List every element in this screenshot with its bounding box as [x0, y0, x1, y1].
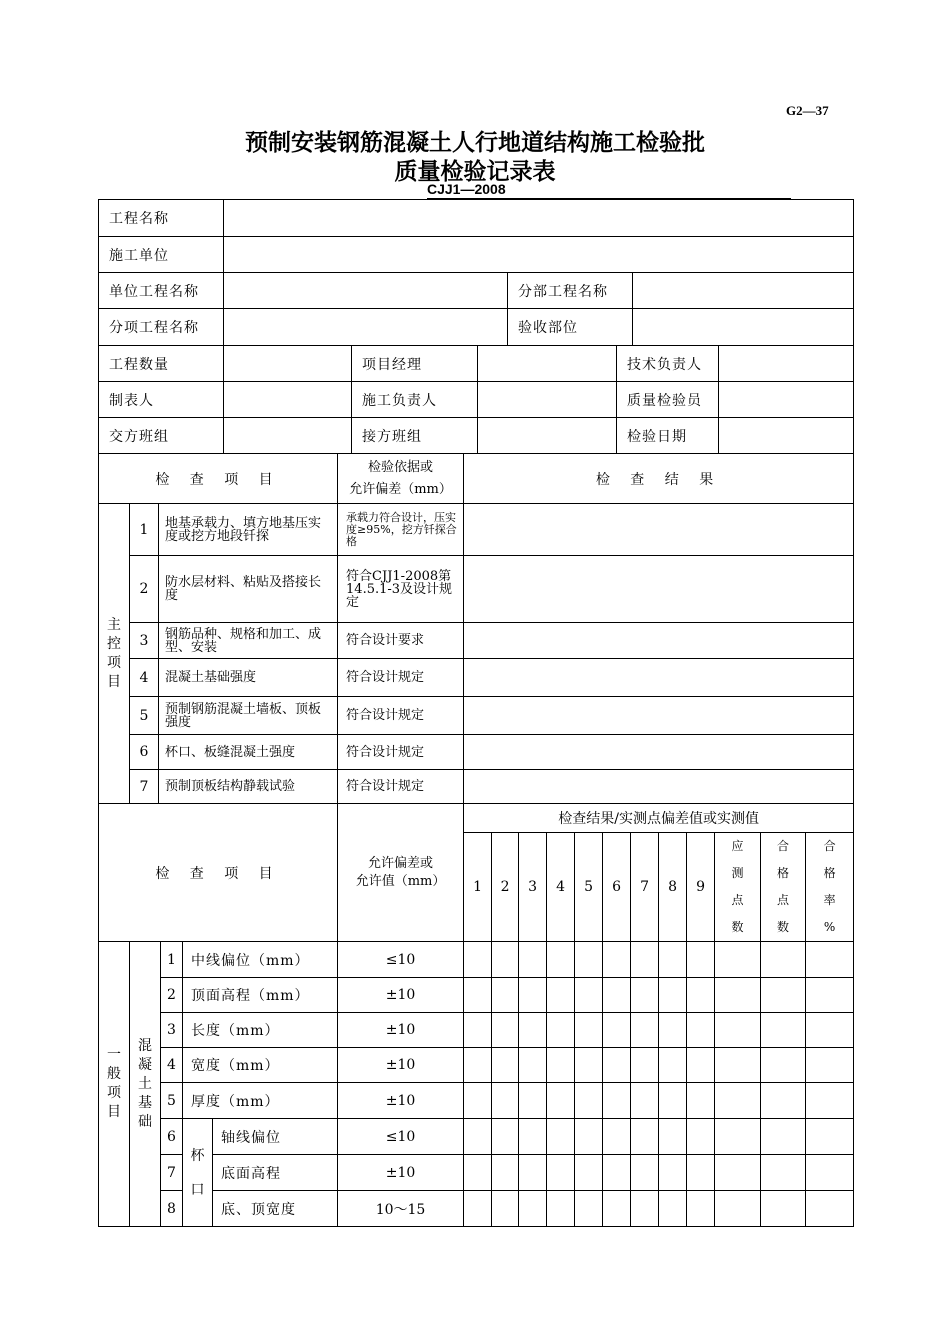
- main-row-basis: 符合设计要求: [338, 623, 464, 659]
- main-row-no: 4: [130, 659, 159, 697]
- pass-count-cell[interactable]: [761, 1119, 806, 1155]
- general-group-char: 项: [107, 1085, 121, 1101]
- general-row-item: 底面高程: [213, 1155, 338, 1191]
- measure-cell[interactable]: [603, 1155, 631, 1191]
- general-header-result: 检查结果/实测点偏差值或实测值: [464, 804, 854, 833]
- general-header-allow-2: 允许值（mm）: [355, 873, 446, 889]
- general-header-allow: [338, 804, 464, 942]
- measure-cell[interactable]: [603, 1083, 631, 1119]
- measure-cell[interactable]: [464, 1013, 492, 1048]
- main-row-result[interactable]: [464, 697, 854, 735]
- measure-cell[interactable]: [464, 1191, 492, 1227]
- measure-cell[interactable]: [492, 1013, 519, 1048]
- general-row-item: 底、顶宽度: [213, 1191, 338, 1227]
- measure-cell[interactable]: [464, 1048, 492, 1083]
- main-header-basis-2: 允许偏差（mm）: [349, 481, 452, 497]
- info-table: [98, 199, 854, 454]
- main-row-no: 3: [130, 623, 159, 659]
- stack-char: 格: [777, 866, 790, 880]
- measure-cell[interactable]: [631, 978, 659, 1013]
- measure-cell[interactable]: [603, 1119, 631, 1155]
- main-header-result: 检 查 结 果: [464, 454, 854, 504]
- cup-group-char: 口: [190, 1181, 205, 1198]
- measure-cell[interactable]: [603, 978, 631, 1013]
- point-col-header: 7: [631, 833, 659, 942]
- general-row-allow: ±10: [338, 1155, 464, 1191]
- main-row-result[interactable]: [464, 659, 854, 697]
- measure-cell[interactable]: [492, 1048, 519, 1083]
- measure-cell[interactable]: [631, 1013, 659, 1048]
- pass-rate-cell[interactable]: [806, 1013, 854, 1048]
- main-row-item: 地基承载力、填方地基压实度或挖方地段钎探: [159, 504, 338, 556]
- main-row-basis: 符合CJJ1-2008第14.5.1-3及设计规定: [338, 556, 464, 623]
- measure-cell[interactable]: [687, 1119, 715, 1155]
- measure-cell[interactable]: [519, 1119, 547, 1155]
- point-col-header: 4: [547, 833, 575, 942]
- measure-cell[interactable]: [659, 942, 687, 978]
- division-project-value[interactable]: [633, 273, 854, 309]
- measure-cell[interactable]: [464, 942, 492, 978]
- measure-cell[interactable]: [492, 978, 519, 1013]
- general-row-no: 6: [161, 1119, 183, 1155]
- point-col-header: 5: [575, 833, 603, 942]
- measure-cell[interactable]: [631, 942, 659, 978]
- sub-group-char: 凝: [138, 1056, 152, 1073]
- general-group: [99, 942, 130, 1227]
- measure-cell[interactable]: [575, 1191, 603, 1227]
- measure-cell[interactable]: [631, 1155, 659, 1191]
- measure-cell[interactable]: [603, 1191, 631, 1227]
- stack-char: 数: [777, 920, 790, 934]
- main-header-item: 检 查 项 目: [99, 454, 338, 504]
- pass-rate-cell[interactable]: [806, 1048, 854, 1083]
- measure-cell[interactable]: [547, 942, 575, 978]
- general-row-no: 7: [161, 1155, 183, 1191]
- pass-count-header: [761, 833, 806, 942]
- measure-cell[interactable]: [492, 1155, 519, 1191]
- main-row-no: 6: [130, 735, 159, 770]
- general-table: [98, 803, 854, 1227]
- main-control-table: [98, 453, 854, 804]
- sub-group-char: 基: [138, 1094, 152, 1111]
- pass-count-cell[interactable]: [761, 1155, 806, 1191]
- measure-cell[interactable]: [492, 1083, 519, 1119]
- measure-cell[interactable]: [547, 1048, 575, 1083]
- measure-cell[interactable]: [575, 1119, 603, 1155]
- measure-cell[interactable]: [519, 978, 547, 1013]
- measure-cell[interactable]: [575, 978, 603, 1013]
- measure-cell[interactable]: [547, 1013, 575, 1048]
- should-measure-header: [715, 833, 761, 942]
- general-row-item: 中线偏位（mm）: [183, 942, 338, 978]
- technical-lead-value[interactable]: [719, 346, 854, 382]
- measure-cell[interactable]: [687, 1048, 715, 1083]
- quantity-value[interactable]: [224, 346, 352, 382]
- stack-char: %: [823, 920, 836, 934]
- measure-cell[interactable]: [575, 1155, 603, 1191]
- general-row-no: 3: [161, 1013, 183, 1048]
- main-row-basis: 符合设计规定: [338, 659, 464, 697]
- should-measure-cell[interactable]: [715, 1155, 761, 1191]
- measure-cell[interactable]: [631, 1048, 659, 1083]
- measure-cell[interactable]: [631, 1119, 659, 1155]
- general-row-item: 顶面高程（mm）: [183, 978, 338, 1013]
- sub-group-char: 混: [138, 1037, 152, 1054]
- main-row-basis: 符合设计规定: [338, 770, 464, 804]
- general-row-item: 厚度（mm）: [183, 1083, 338, 1119]
- cup-group: [183, 1119, 213, 1227]
- main-row-basis: 符合设计规定: [338, 697, 464, 735]
- point-col-header: 9: [687, 833, 715, 942]
- quality-inspector-value[interactable]: [719, 382, 854, 418]
- measure-cell[interactable]: [519, 1048, 547, 1083]
- technical-lead-label: 技术负责人: [617, 346, 719, 382]
- measure-cell[interactable]: [519, 942, 547, 978]
- main-row-no: 5: [130, 697, 159, 735]
- project-name-label: 工程名称: [99, 200, 224, 237]
- measure-cell[interactable]: [547, 1119, 575, 1155]
- general-group-char: 一: [107, 1047, 121, 1063]
- measure-cell[interactable]: [464, 1083, 492, 1119]
- main-group-char: 主: [107, 616, 121, 633]
- main-row-no: 2: [130, 556, 159, 623]
- measure-cell[interactable]: [659, 1083, 687, 1119]
- general-row-no: 4: [161, 1048, 183, 1083]
- measure-cell[interactable]: [575, 1013, 603, 1048]
- project-manager-value[interactable]: [478, 346, 617, 382]
- cup-group-char: 杯: [190, 1147, 205, 1164]
- measure-cell[interactable]: [519, 1155, 547, 1191]
- measure-cell[interactable]: [687, 1155, 715, 1191]
- measure-cell[interactable]: [575, 1083, 603, 1119]
- pass-count-cell[interactable]: [761, 1083, 806, 1119]
- main-row-result[interactable]: [464, 735, 854, 770]
- general-row-allow: 10～15: [338, 1191, 464, 1227]
- measure-cell[interactable]: [631, 1191, 659, 1227]
- acceptance-part-label: 验收部位: [508, 309, 633, 346]
- prepared-by-value[interactable]: [224, 382, 352, 418]
- main-row-basis: 符合设计规定: [338, 735, 464, 770]
- should-measure-cell[interactable]: [715, 1048, 761, 1083]
- stack-char: 格: [823, 866, 836, 880]
- measure-cell[interactable]: [687, 1191, 715, 1227]
- measure-cell[interactable]: [519, 1191, 547, 1227]
- measure-cell[interactable]: [687, 1083, 715, 1119]
- measure-cell[interactable]: [687, 978, 715, 1013]
- stack-char: 应: [731, 839, 744, 853]
- pass-rate-cell[interactable]: [806, 1191, 854, 1227]
- stack-char: 合: [823, 839, 836, 853]
- receiving-team-label: 接方班组: [352, 418, 478, 454]
- main-row-item: 预制钢筋混凝土墙板、顶板强度: [159, 697, 338, 735]
- division-project-label: 分部工程名称: [508, 273, 633, 309]
- point-col-header: 2: [492, 833, 519, 942]
- pass-rate-cell[interactable]: [806, 1119, 854, 1155]
- receiving-team-value[interactable]: [478, 418, 617, 454]
- measure-cell[interactable]: [464, 1119, 492, 1155]
- measure-cell[interactable]: [603, 1048, 631, 1083]
- should-measure-cell[interactable]: [715, 1119, 761, 1155]
- measure-cell[interactable]: [631, 1083, 659, 1119]
- point-col-header: 8: [659, 833, 687, 942]
- measure-cell[interactable]: [464, 978, 492, 1013]
- page-title: 预制安装钢筋混凝土人行地道结构施工检验批: [245, 130, 705, 156]
- main-row-result[interactable]: [464, 770, 854, 804]
- measure-cell[interactable]: [659, 1119, 687, 1155]
- handover-team-value[interactable]: [224, 418, 352, 454]
- point-col-header: 6: [603, 833, 631, 942]
- measure-cell[interactable]: [687, 942, 715, 978]
- measure-cell[interactable]: [659, 1048, 687, 1083]
- main-group-char: 目: [107, 673, 121, 690]
- general-row-item: 轴线偏位: [213, 1119, 338, 1155]
- main-row-item: 钢筋品种、规格和加工、成型、安装: [159, 623, 338, 659]
- measure-cell[interactable]: [492, 1119, 519, 1155]
- main-row-result[interactable]: [464, 623, 854, 659]
- pass-rate-cell[interactable]: [806, 1155, 854, 1191]
- measure-cell[interactable]: [659, 1013, 687, 1048]
- inspection-date-label: 检验日期: [617, 418, 719, 454]
- main-row-item: 混凝土基础强度: [159, 659, 338, 697]
- pass-rate-header: [806, 833, 854, 942]
- inspection-date-value[interactable]: [719, 418, 854, 454]
- general-row-no: 5: [161, 1083, 183, 1119]
- general-row-no: 1: [161, 942, 183, 978]
- measure-cell[interactable]: [659, 978, 687, 1013]
- measure-cell[interactable]: [492, 1191, 519, 1227]
- main-row-item: 杯口、板缝混凝土强度: [159, 735, 338, 770]
- measure-cell[interactable]: [547, 1155, 575, 1191]
- general-row-allow: ±10: [338, 1083, 464, 1119]
- general-header-item: 检 查 项 目: [99, 804, 338, 942]
- point-col-header: 1: [464, 833, 492, 942]
- measure-cell[interactable]: [519, 1083, 547, 1119]
- quantity-label: 工程数量: [99, 346, 224, 382]
- sub-group-char: 础: [138, 1113, 152, 1130]
- main-row-result[interactable]: [464, 504, 854, 556]
- pass-rate-cell[interactable]: [806, 942, 854, 978]
- subitem-project-value[interactable]: [224, 309, 508, 346]
- pass-count-cell[interactable]: [761, 1013, 806, 1048]
- handover-team-label: 交方班组: [99, 418, 224, 454]
- pass-rate-cell[interactable]: [806, 978, 854, 1013]
- main-header-basis-1: 检验依据或: [368, 459, 434, 475]
- main-row-item: 防水层材料、粘贴及搭接长度: [159, 556, 338, 623]
- main-control-group: [99, 504, 130, 804]
- general-row-item: 宽度（mm）: [183, 1048, 338, 1083]
- general-group-char: 目: [107, 1104, 121, 1120]
- measure-cell[interactable]: [659, 1155, 687, 1191]
- standard-code: CJJ1—2008: [427, 181, 506, 197]
- construction-lead-label: 施工负责人: [352, 382, 478, 418]
- stack-char: 测: [731, 866, 744, 880]
- measure-cell[interactable]: [603, 1013, 631, 1048]
- unit-project-value[interactable]: [224, 273, 508, 309]
- general-group-char: 般: [107, 1066, 121, 1082]
- measure-cell[interactable]: [659, 1191, 687, 1227]
- general-row-no: 2: [161, 978, 183, 1013]
- main-row-item: 预制顶板结构静载试验: [159, 770, 338, 804]
- should-measure-cell[interactable]: [715, 942, 761, 978]
- form-code: G2—37: [786, 103, 829, 118]
- measure-cell[interactable]: [547, 1083, 575, 1119]
- stack-char: 数: [731, 920, 744, 934]
- sub-group-char: 土: [138, 1075, 152, 1092]
- measure-cell[interactable]: [547, 1191, 575, 1227]
- construction-unit-value[interactable]: [224, 237, 854, 273]
- measure-cell[interactable]: [492, 942, 519, 978]
- subitem-project-label: 分项工程名称: [99, 309, 224, 346]
- should-measure-cell[interactable]: [715, 1191, 761, 1227]
- general-row-allow: ≤10: [338, 942, 464, 978]
- general-row-no: 8: [161, 1191, 183, 1227]
- stack-char: 点: [731, 893, 744, 907]
- point-col-header: 3: [519, 833, 547, 942]
- main-row-basis: 承载力符合设计，压实度≥95%，挖方钎探合格: [338, 504, 464, 556]
- pass-count-cell[interactable]: [761, 942, 806, 978]
- stack-char: 点: [777, 893, 790, 907]
- main-row-no: 1: [130, 504, 159, 556]
- measure-cell[interactable]: [575, 942, 603, 978]
- main-row-result[interactable]: [464, 556, 854, 623]
- general-row-allow: ±10: [338, 1013, 464, 1048]
- general-row-allow: ≤10: [338, 1119, 464, 1155]
- measure-cell[interactable]: [464, 1155, 492, 1191]
- quality-inspector-label: 质量检验员: [617, 382, 719, 418]
- pass-count-cell[interactable]: [761, 978, 806, 1013]
- measure-cell[interactable]: [575, 1048, 603, 1083]
- measure-cell[interactable]: [547, 978, 575, 1013]
- measure-cell[interactable]: [603, 942, 631, 978]
- acceptance-part-value[interactable]: [633, 309, 854, 346]
- project-name-value[interactable]: [224, 200, 854, 237]
- construction-unit-label: 施工单位: [99, 237, 224, 273]
- stack-char: 合: [777, 839, 790, 853]
- measure-cell[interactable]: [687, 1013, 715, 1048]
- prepared-by-label: 制表人: [99, 382, 224, 418]
- pass-count-cell[interactable]: [761, 1048, 806, 1083]
- should-measure-cell[interactable]: [715, 978, 761, 1013]
- measure-cell[interactable]: [519, 1013, 547, 1048]
- pass-count-cell[interactable]: [761, 1191, 806, 1227]
- construction-lead-value[interactable]: [478, 382, 617, 418]
- should-measure-cell[interactable]: [715, 1013, 761, 1048]
- page-subtitle: 质量检验记录表: [394, 159, 556, 185]
- general-row-allow: ±10: [338, 1048, 464, 1083]
- main-group-char: 控: [107, 635, 121, 652]
- main-header-basis: [338, 454, 464, 504]
- main-group-char: 项: [107, 654, 121, 671]
- stack-char: 率: [823, 893, 836, 907]
- pass-rate-cell[interactable]: [806, 1083, 854, 1119]
- general-row-item: 长度（mm）: [183, 1013, 338, 1048]
- should-measure-cell[interactable]: [715, 1083, 761, 1119]
- main-row-no: 7: [130, 770, 159, 804]
- concrete-foundation-group: [130, 942, 161, 1227]
- general-header-allow-1: 允许偏差或: [368, 855, 434, 871]
- general-row-allow: ±10: [338, 978, 464, 1013]
- unit-project-label: 单位工程名称: [99, 273, 224, 309]
- project-manager-label: 项目经理: [352, 346, 478, 382]
